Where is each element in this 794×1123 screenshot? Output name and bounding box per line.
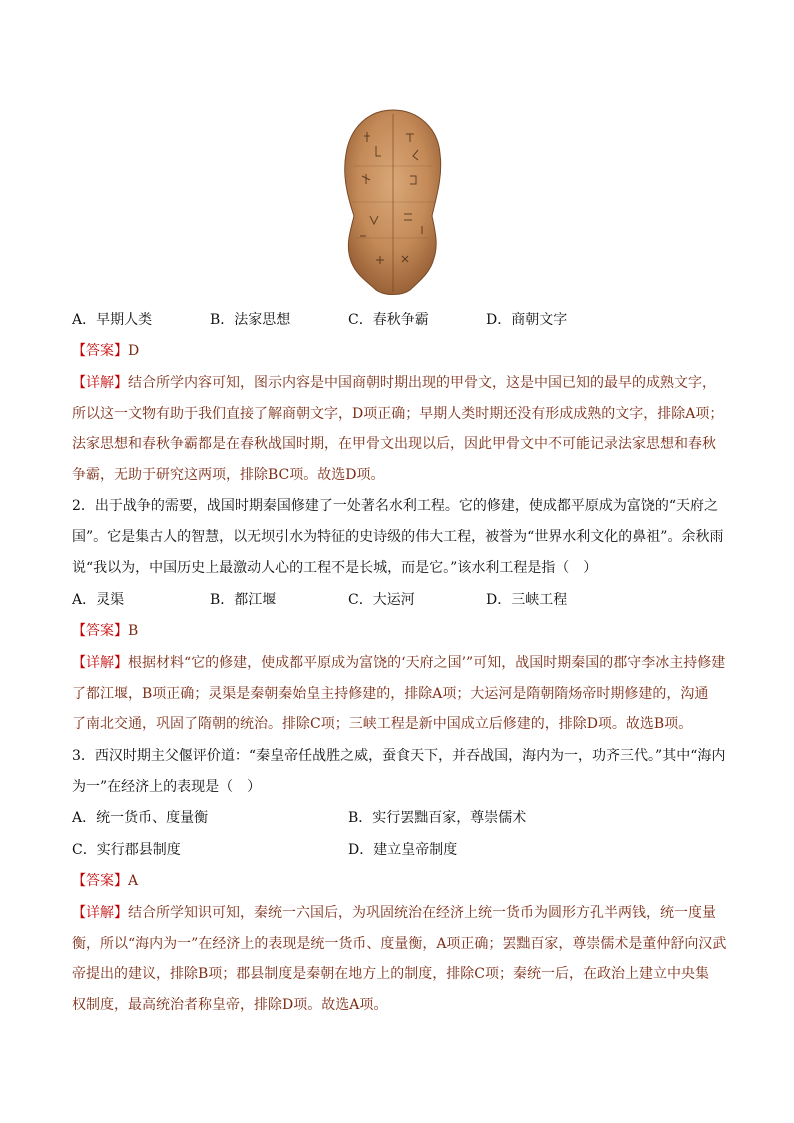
q2-explain-line-3: 了南北交通，巩固了隋朝的统治。排除C项；三峡工程是新中国成立后修建的，排除D项。故选B项。 [72,716,693,732]
explain-tag: 【详解】 [72,375,128,391]
q1-answer [72,341,139,361]
explain-tag: 【详解】 [72,655,128,671]
q1-explain-line-1: 【详解】结合所学内容可知，图示内容是中国商朝时期出现的甲骨文，这是中国已知的最早的成熟文字， [72,375,716,391]
q1-explain-line-3: 法家思想和春秋争霸都是在春秋战国时期，在甲骨文出现以后，因此甲骨文中不可能记录法家思想和春秋 [72,436,716,452]
q3-explain-line-3: 帝提出的建议，排除B项；郡县制度是秦朝在地方上的制度，排除C项；秦统一后，在政治上建立中央集 [72,966,709,982]
answer-tag: 【答案】 [72,873,128,889]
q1-option-d: D．商朝文字 [486,312,568,328]
q2-answer [72,621,138,641]
q2-stem-line-1: 2．出于战争的需要，战国时期秦国修建了一处著名水利工程。它的修建，使成都平原成为富饶的“天府之 [72,498,719,514]
q2-option-a: A．灵渠 [72,592,125,608]
q3-option-a: A．统一货币、度量衡 [72,810,209,826]
q3-answer [72,871,138,891]
q3-explain-line-2: 衡，所以“海内为一”在经济上的表现是统一货币、度量衡，A项正确；罢黜百家，尊崇儒术是董仲舒向汉武 [72,936,727,952]
q3-stem-line-1: 3．西汉时期主父偃评价道：“秦皇帝任战胜之威，蚕食天下，并吞战国，海内为一，功齐三代。”其中“海内 [72,748,726,764]
q1-option-c: C．春秋争霸 [348,312,429,328]
q1-option-a: A．早期人类 [72,312,153,328]
explain-tag: 【详解】 [72,905,128,921]
q1-explain-line-2: 所以这一文物有助于我们直接了解商朝文字，D项正确；早期人类时期还没有形成成熟的文字，排除A项； [72,406,724,422]
q3-option-d: D．建立皇帝制度 [348,842,458,858]
q2-option-b: B．都江堰 [210,592,277,608]
q3-explain-line-4: 权制度，最高统治者称皇帝，排除D项。故选A项。 [72,997,388,1013]
q3-explain-line-1: 【详解】结合所学知识可知，秦统一六国后，为巩固统治在经济上统一货币为圆形方孔半两钱，统一度量 [72,905,716,921]
answer-value: A [128,873,139,889]
answer-tag: 【答案】 [72,623,128,639]
q3-option-c: C．实行郡县制度 [72,842,181,858]
q3-stem-line-2: 为一”在经济上的表现是（ ） [72,779,262,795]
answer-value: B [128,623,139,639]
answer-tag: 【答案】 [72,343,128,359]
q3-option-b: B．实行罢黜百家，尊崇儒术 [348,810,527,826]
q2-option-d: D．三峡工程 [486,592,568,608]
q2-option-c: C．大运河 [348,592,415,608]
q1-explain-line-4: 争霸，无助于研究这两项，排除BC项。故选D项。 [72,467,385,483]
q2-stem-line-3: 说“我以为，中国历史上最激动人心的工程不是长城，而是它。”该水利工程是指（ ） [72,560,598,576]
answer-value: D [128,343,140,359]
q2-explain-line-2: 了都江堰，B项正确；灵渠是秦朝秦始皇主持修建的，排除A项；大运河是隋朝隋炀帝时期修建的，沟通 [72,686,709,702]
q2-explain-line-1: 【详解】根据材料“它的修建，使成都平原成为富饶的‘天府之国’”可知，战国时期秦国的郡守李冰主持修建 [72,655,726,671]
q1-option-b: B．法家思想 [210,312,291,328]
oracle-bone-image [340,106,446,298]
q2-stem-line-2: 国”。它是集古人的智慧，以无坝引水为特征的史诗级的伟大工程，被誉为“世界水利文化的鼻祖”。余秋雨 [72,529,724,545]
